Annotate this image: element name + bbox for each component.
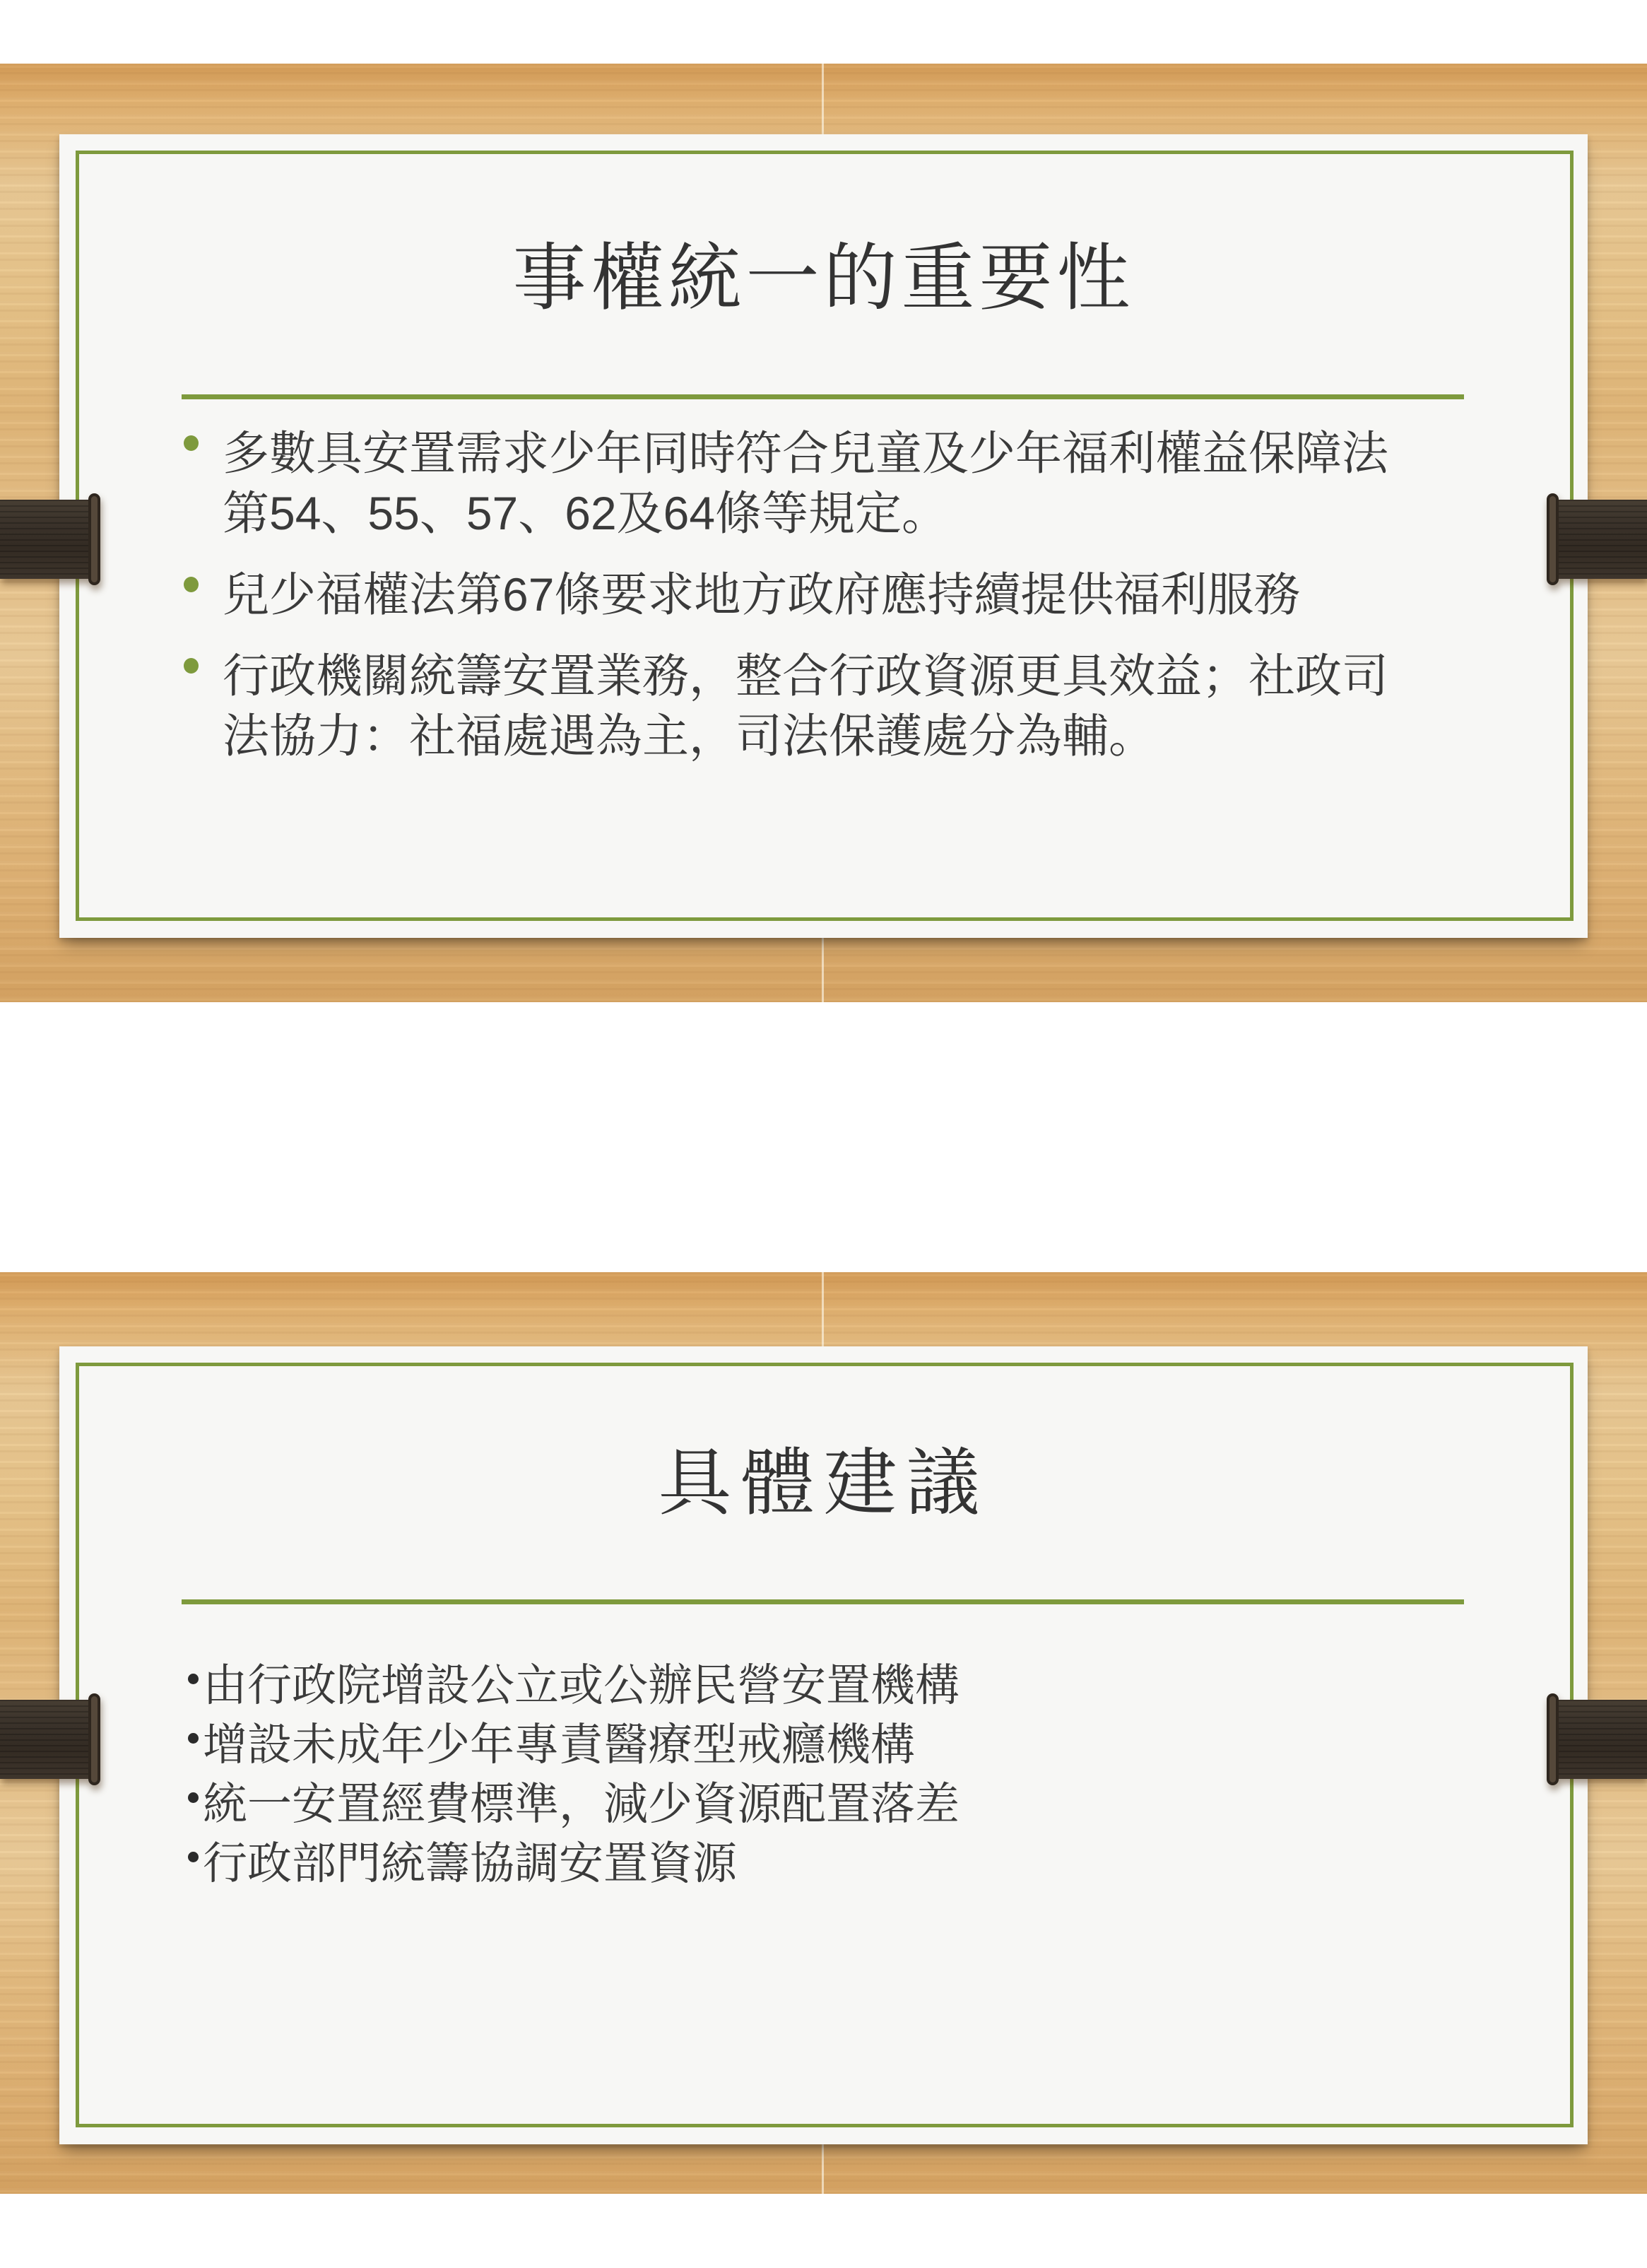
bullet-dot-icon [184,435,199,451]
bullet-item [188,1656,1545,1715]
slide1-title: 事權統一的重要性 [512,237,1135,319]
slide1-right-strap [1549,500,1647,579]
bullet-line: 由行政院增設公立或公辦民營安置機構 [203,1661,960,1710]
slide2-title-underline [182,1599,1464,1604]
bullet-item [184,646,1545,766]
slide2-right-strap [1549,1700,1647,1779]
slide1-wood-background [0,64,1647,1002]
bullet-item [184,565,1545,625]
bullet-line: 行政機關統籌安置業務，整合行政資源更具效益；社政司 [223,650,1388,702]
bullet-dot-icon [184,658,199,674]
bullet-line: 法協力：社福處遇為主，司法保護處分為輔。 [223,710,1155,762]
bullet-text [223,423,1388,544]
bullet-line: 行政部門統籌協調安置資源 [203,1839,737,1888]
slide2-bullet-list [188,1656,1545,1893]
bullet-dot-icon [188,1733,199,1744]
slide2-wood-background [0,1272,1647,2194]
bullet-dot-icon [188,1852,199,1862]
bullet-dot-icon [188,1674,199,1684]
bullet-line: 統一安置經費標準，減少資源配置落差 [203,1780,960,1829]
slide1-title-underline [182,394,1464,399]
bullet-text [223,646,1388,766]
bullet-dot-icon [188,1792,199,1803]
bullet-line: 兒少福權法第67條要求地方政府應持續提供福利服務 [223,568,1301,621]
bullet-item [184,423,1545,544]
bullet-item [188,1715,1545,1775]
slide2-title: 具體建議 [658,1443,989,1524]
bullet-line: 多數具安置需求少年同時符合兒童及少年福利權益保障法 [223,427,1388,479]
slide1-bullet-list [184,423,1545,766]
bullet-item [188,1834,1545,1893]
bullet-dot-icon [184,577,199,592]
bullet-line: 增設未成年少年專責醫療型戒癮機構 [203,1720,915,1770]
slide1-paper-card [59,134,1588,938]
slide2-left-strap [0,1700,98,1779]
bullet-line: 第54、55、57、62及64條等規定。 [223,487,949,539]
slide1-left-strap [0,500,98,579]
bullet-item [188,1775,1545,1834]
slide2-paper-card [59,1346,1588,2144]
bullet-text [223,565,1300,625]
